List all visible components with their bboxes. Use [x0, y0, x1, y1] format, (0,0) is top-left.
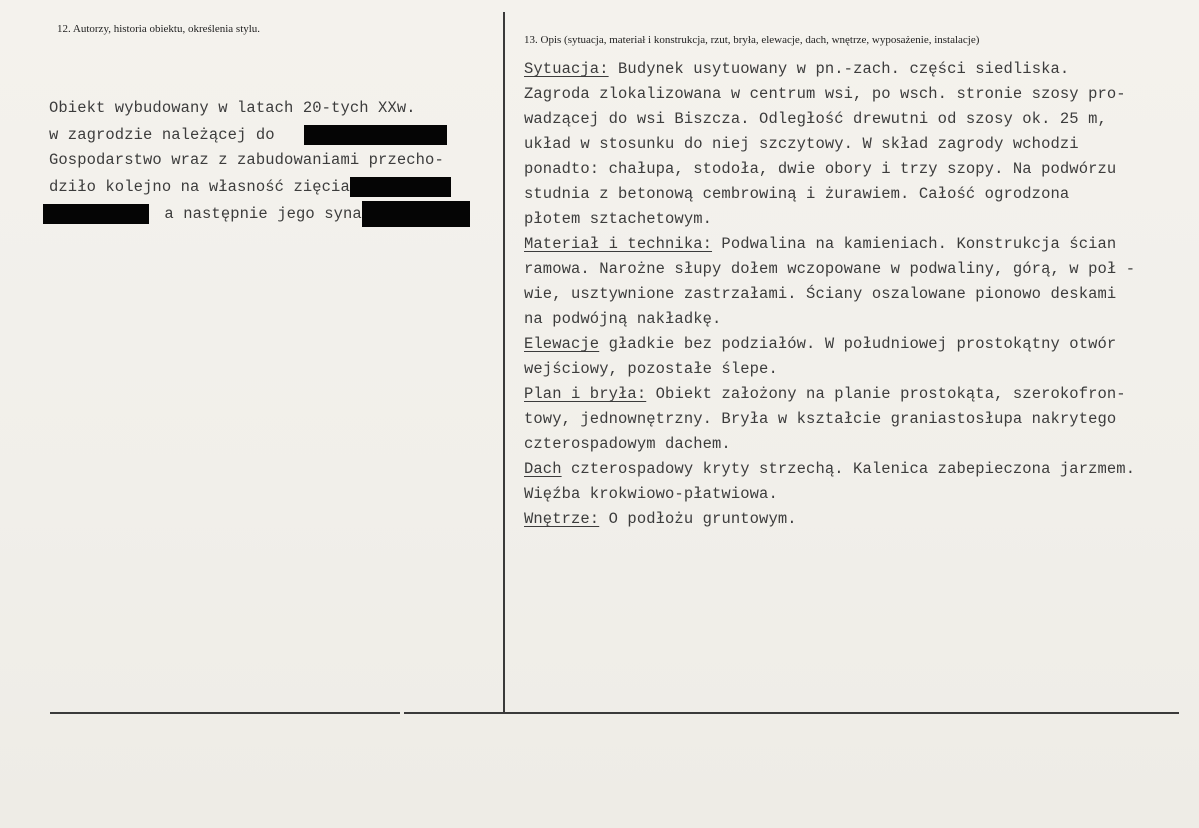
vertical-divider — [503, 12, 505, 712]
history-line: dziło kolejno na własność zięcia — [49, 177, 451, 197]
description-line: czterospadowym dachem. — [524, 435, 731, 453]
description-line: wejściowy, pozostałe ślepe. — [524, 360, 778, 378]
section-label-sytuacja: Sytuacja: — [524, 60, 609, 78]
description-line: studnia z betonową cembrowiną i żurawiem. Całość ogrodzona — [524, 185, 1070, 203]
section-label-plan: Plan i bryła: — [524, 385, 647, 403]
redaction-block — [304, 125, 447, 145]
description-line: Więźba krokwiowo-płatwiowa. — [524, 485, 778, 503]
section-label-elewacje: Elewacje — [524, 335, 600, 353]
description-line: wadzącej do wsi Biszcza. Odległość drewutni od szosy ok. 25 m, — [524, 110, 1107, 128]
description-line: Dach czterospadowy kryty strzechą. Kalenica zabepieczona jarzmem. — [524, 460, 1136, 478]
bottom-rule-left — [50, 712, 400, 714]
section-label-material: Materiał i technika: — [524, 235, 713, 253]
section-label-dach: Dach — [524, 460, 562, 478]
description-line: Materiał i technika: Podwalina na kamieniach. Konstrukcja ścian — [524, 235, 1117, 253]
description-line: wie, usztywnione zastrzałami. Ściany oszalowane pionowo deskami — [524, 285, 1117, 303]
right-field-header: 13. Opis (sytuacja, materiał i konstrukcja, rzut, bryła, elewacje, dach, wnętrze, wyposażenie, instalacje) — [524, 34, 980, 46]
section-label-wnetrze: Wnętrze: — [524, 510, 600, 528]
description-line: układ w stosunku do niej szczytowy. W skład zagrody wchodzi — [524, 135, 1079, 153]
history-line: Obiekt wybudowany w latach 20-tych XXw. — [49, 99, 416, 117]
redaction-block — [362, 201, 470, 227]
description-line: towy, jednownętrzny. Bryła w kształcie graniastosłupa nakrytego — [524, 410, 1117, 428]
description-line: ponadto: chałupa, stodoła, dwie obory i trzy szopy. Na podwórzu — [524, 160, 1117, 178]
history-line: w zagrodzie należącej do — [49, 125, 447, 145]
history-line: a następnie jego syna — [43, 201, 470, 227]
bottom-rule-right — [404, 712, 1179, 714]
description-line: płotem sztachetowym. — [524, 210, 713, 228]
description-line: ramowa. Narożne słupy dołem wczopowane w podwaliny, górą, w poł - — [524, 260, 1136, 278]
description-line: Elewacje gładkie bez podziałów. W południowej prostokątny otwór — [524, 335, 1117, 353]
description-line: Plan i bryła: Obiekt założony na planie prostokąta, szerokofron- — [524, 385, 1126, 403]
description-line: na podwójną nakładkę. — [524, 310, 722, 328]
description-line: Wnętrze: O podłożu gruntowym. — [524, 510, 797, 528]
description-line: Sytuacja: Budynek usytuowany w pn.-zach. części siedliska. — [524, 60, 1070, 78]
redaction-block — [350, 177, 451, 197]
redaction-block — [43, 204, 149, 224]
left-field-header: 12. Autorzy, historia obiektu, określenia stylu. — [57, 23, 261, 35]
description-line: Zagroda zlokalizowana w centrum wsi, po wsch. stronie szosy pro- — [524, 85, 1126, 103]
history-line: Gospodarstwo wraz z zabudowaniami przecho- — [49, 151, 444, 169]
